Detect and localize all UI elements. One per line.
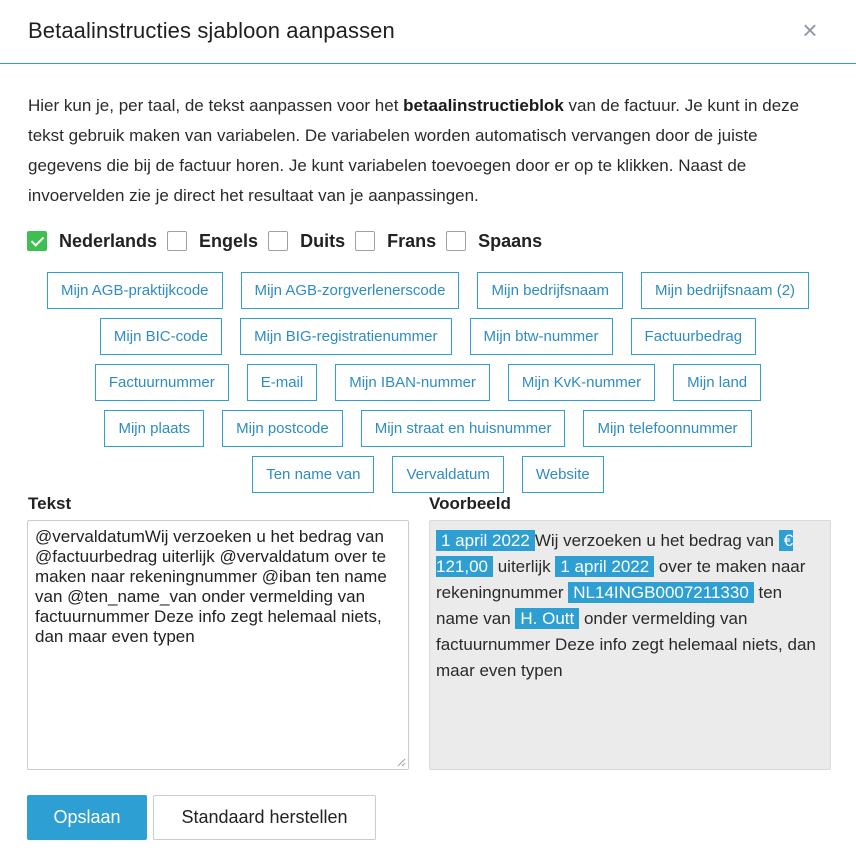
variable-button[interactable]: Mijn straat en huisnummer xyxy=(361,410,566,447)
language-option-nederlands[interactable] xyxy=(27,231,157,252)
template-textarea[interactable] xyxy=(27,520,409,770)
language-checkbox[interactable] xyxy=(268,231,288,251)
variable-button[interactable]: Mijn IBAN-nummer xyxy=(335,364,490,401)
variable-button[interactable]: Ten name van xyxy=(252,456,374,493)
language-option-engels[interactable] xyxy=(167,231,258,252)
variable-button[interactable]: Mijn btw-nummer xyxy=(470,318,613,355)
dialog-header xyxy=(0,0,856,64)
language-option-duits[interactable] xyxy=(268,231,345,252)
intro-bold: betaalinstructieblok xyxy=(403,96,564,115)
variable-button[interactable]: Mijn BIG-registratienummer xyxy=(240,318,451,355)
language-option-frans[interactable] xyxy=(355,231,436,252)
preview-text: over te maken naar rekeningnummer xyxy=(436,557,806,602)
intro-part-1: Hier kun je, per taal, de tekst aanpassen voor het xyxy=(28,96,404,115)
variable-button[interactable]: Mijn postcode xyxy=(222,410,343,447)
language-option-spaans[interactable] xyxy=(446,231,542,252)
resize-grip-icon[interactable] xyxy=(396,757,406,767)
variable-button[interactable]: Mijn telefoonnummer xyxy=(583,410,751,447)
language-label: Engels xyxy=(199,230,259,251)
dialog-title: Betaalinstructies sjabloon aanpassen xyxy=(28,18,395,43)
variable-row xyxy=(27,410,829,447)
variable-button[interactable]: E-mail xyxy=(247,364,318,401)
variable-row xyxy=(27,272,829,309)
language-checkbox[interactable] xyxy=(446,231,466,251)
preview-text: Wij verzoeken u het bedrag van xyxy=(534,531,779,550)
variable-button[interactable]: Mijn plaats xyxy=(104,410,204,447)
language-checkbox[interactable] xyxy=(167,231,187,251)
preview-label: Voorbeeld xyxy=(429,494,511,513)
language-label: Duits xyxy=(300,230,346,251)
preview-text: uiterlijk xyxy=(493,557,556,576)
variable-button[interactable]: Mijn KvK-nummer xyxy=(508,364,655,401)
variable-button[interactable]: Mijn bedrijfsnaam xyxy=(477,272,623,309)
preview-text: onder vermelding van factuurnummer Deze info zegt helemaal niets, dan maar even typen xyxy=(436,609,816,680)
preview-variable-value: 1 april 2022 xyxy=(436,530,535,551)
language-checkbox[interactable] xyxy=(355,231,375,251)
variable-button[interactable]: Vervaldatum xyxy=(392,456,503,493)
variable-button[interactable]: Mijn AGB-zorgverlenerscode xyxy=(241,272,460,309)
preview-text: ten name van xyxy=(436,583,783,628)
variable-button[interactable]: Mijn bedrijfsnaam (2) xyxy=(641,272,809,309)
variable-button[interactable]: Factuurnummer xyxy=(95,364,229,401)
preview-variable-value: € 121,00 xyxy=(436,531,794,576)
language-checkbox[interactable] xyxy=(27,231,47,251)
variable-button[interactable]: Mijn land xyxy=(673,364,761,401)
reset-default-button[interactable]: Standaard herstellen xyxy=(153,795,376,840)
close-icon[interactable]: × xyxy=(802,15,818,45)
preview-variable-value: NL14INGB0007211330 xyxy=(568,582,754,603)
variable-row xyxy=(27,364,829,401)
language-label: Frans xyxy=(387,230,437,251)
intro-text xyxy=(28,91,828,211)
intro-part-2: van de factuur. Je kunt in deze tekst gebruik maken van variabelen. De variabelen worden automatisch vervangen door de juiste gegevens die bij de factuur horen. Je kunt variabelen toevoegen door er op te klikken. Naast de invoervelden zie je direct het resultaat van je aanpassingen. xyxy=(28,96,800,205)
variable-button[interactable]: Website xyxy=(522,456,604,493)
language-selector xyxy=(27,229,552,253)
variable-row xyxy=(27,318,829,355)
variable-buttons xyxy=(27,272,829,502)
variable-button[interactable]: Factuurbedrag xyxy=(631,318,757,355)
variable-button[interactable]: Mijn BIC-code xyxy=(100,318,222,355)
language-label: Spaans xyxy=(478,230,543,251)
language-label: Nederlands xyxy=(59,230,158,251)
preview-variable-value: 1 april 2022 xyxy=(555,556,654,577)
save-button[interactable]: Opslaan xyxy=(27,795,147,840)
preview-variable-value: H. Outt xyxy=(515,608,579,629)
preview-box xyxy=(429,520,831,770)
variable-button[interactable]: Mijn AGB-praktijkcode xyxy=(47,272,223,309)
variable-row xyxy=(27,456,829,493)
text-label: Tekst xyxy=(28,494,72,513)
